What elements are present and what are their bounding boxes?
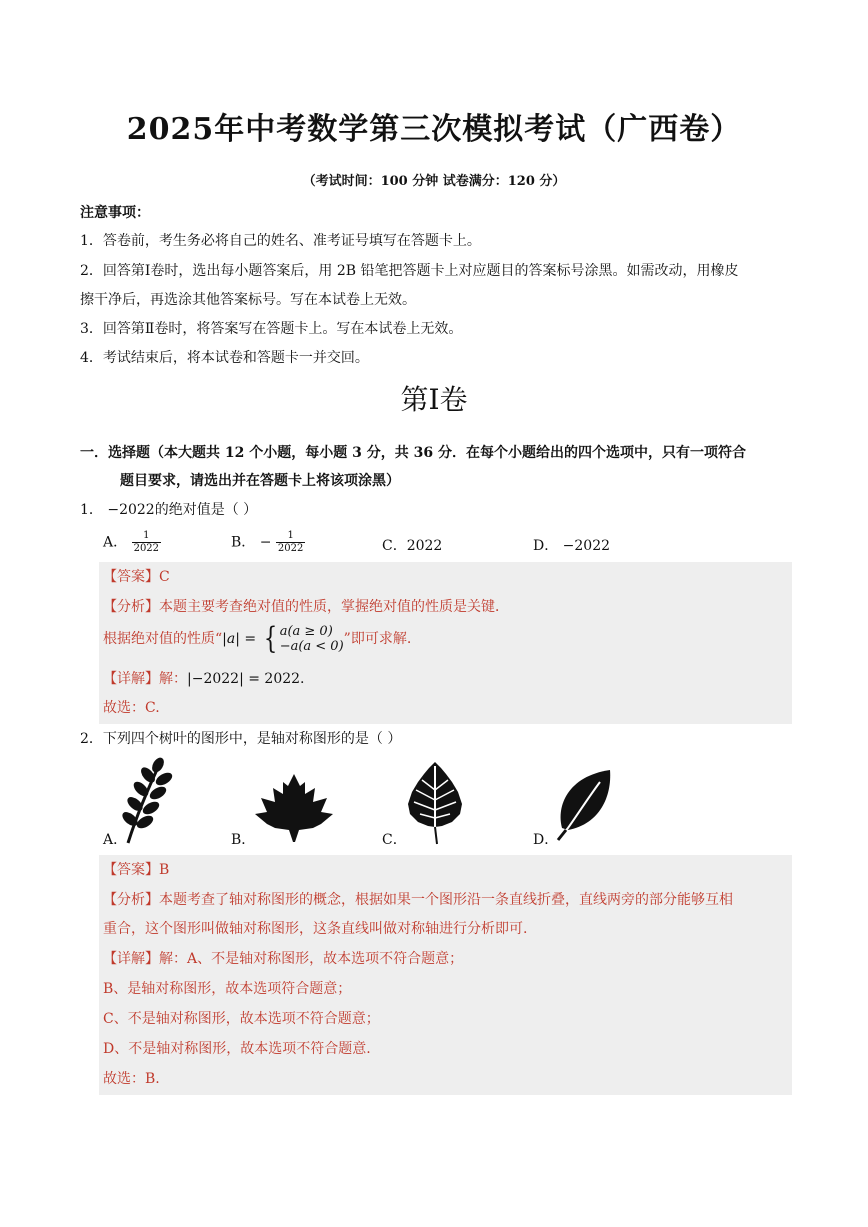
analysis-tag: 【分析】: [103, 599, 159, 615]
section-title: 第Ⅰ卷: [400, 383, 468, 416]
q1-option-a: [103, 530, 161, 555]
q1-analysis: [103, 596, 509, 616]
q1-option-c: C．2022: [382, 538, 443, 554]
notes-item: 2．回答第Ⅰ卷时，选出每小题答案后，用 2B 铅笔把答题卡上对应题目的答案标号涂黑。如需改动，用橡皮: [80, 263, 739, 279]
left-brace: {: [263, 621, 277, 656]
detail-math: |−2022| = 2022.: [187, 671, 305, 687]
part-heading: 一．选择题（本大题共 12 个小题，每小题 3 分，共 36 分．在每个小题给出的四个选项中，只有一项符合: [80, 445, 746, 461]
rule-prefix: 根据绝对值的性质“: [103, 631, 223, 647]
birch-leaf-icon: [404, 760, 466, 846]
notes-item: 1．答卷前，考生务必将自己的姓名、准考证号填写在答题卡上。: [80, 233, 481, 249]
q1-option-b: [231, 530, 305, 555]
analysis-text: 本题主要考查绝对值的性质，掌握绝对值的性质是关键．: [159, 599, 509, 615]
notes-heading: 注意事项：: [80, 205, 150, 221]
q2-conclusion: 故选：B.: [103, 1071, 160, 1087]
fraction: [132, 530, 161, 555]
q1-conclusion: 故选：C.: [103, 700, 160, 716]
q2-detail: [103, 948, 463, 968]
q2-detail-line: C、不是轴对称图形，故本选项不符合题意；: [103, 1011, 380, 1027]
q2-option-c: C．: [382, 832, 407, 848]
answer-tag: 【答案】: [103, 569, 159, 585]
q2-analysis-cont: 重合，这个图形叫做轴对称图形，这条直线叫做对称轴进行分析即可.: [103, 921, 528, 937]
detail-tag: 【详解】: [103, 671, 159, 687]
numerator: 1: [276, 530, 305, 543]
numerator: 1: [132, 530, 161, 543]
case-1: a(a ≥ 0): [279, 624, 333, 639]
detail-text: 解：: [159, 671, 187, 687]
q1-detail: [103, 668, 305, 688]
rule-abs: |a| =: [222, 631, 257, 647]
answer-value: C: [159, 569, 170, 585]
q2-option-a: A．: [103, 832, 128, 848]
q1-answer: [103, 566, 170, 586]
answer-tag: 【答案】: [103, 862, 159, 878]
maple-leaf-icon: [255, 772, 333, 844]
piecewise-cases: [280, 624, 344, 654]
option-label: A．: [103, 534, 128, 551]
detail-text: 解：A、不是轴对称图形，故本选项不符合题意；: [159, 951, 464, 967]
page-title: 2025年中考数学第三次模拟考试（广西卷）: [126, 112, 742, 147]
denominator: 2022: [133, 543, 160, 554]
q2-detail-line: D、不是轴对称图形，故本选项不符合题意.: [103, 1041, 371, 1057]
q1-rule: [103, 621, 412, 656]
page-subtitle: （考试时间：100 分钟 试卷满分：120 分）: [302, 174, 566, 189]
detail-tag: 【详解】: [103, 951, 159, 967]
fraction: [276, 530, 305, 555]
oval-leaf-icon: [554, 766, 614, 842]
answer-value: B: [159, 862, 170, 878]
part-heading-cont: 题目要求，请选出并在答题卡上将该项涂黑）: [120, 473, 400, 489]
notes-item: 4．考试结束后，将本试卷和答题卡一并交回。: [80, 350, 369, 366]
denominator: 2022: [277, 543, 304, 554]
option-label: B． −: [231, 534, 272, 551]
q2-option-d: D．: [533, 832, 559, 848]
fern-leaf-icon: [118, 755, 174, 845]
q1-stem: 1． −2022的绝对值是（ ）: [80, 502, 258, 518]
analysis-tag: 【分析】: [103, 892, 159, 908]
analysis-text: 本题考查了轴对称图形的概念，根据如果一个图形沿一条直线折叠，直线两旁的部分能够互相: [159, 892, 733, 908]
rule-suffix: ”即可求解.: [343, 631, 412, 647]
notes-item: 擦干净后，再选涂其他答案标号。写在本试卷上无效。: [80, 292, 416, 308]
q2-detail-line: B、是轴对称图形，故本选项符合题意；: [103, 981, 352, 997]
q1-option-d: D． −2022: [533, 538, 611, 554]
q2-option-b: B．: [231, 832, 256, 848]
q2-analysis: [103, 889, 733, 909]
case-2: −a(a < 0): [279, 639, 344, 654]
q2-answer: [103, 859, 169, 879]
q2-stem: 2．下列四个树叶的图形中，是轴对称图形的是（ ）: [80, 731, 402, 747]
notes-item: 3．回答第Ⅱ卷时，将答案写在答题卡上。写在本试卷上无效。: [80, 321, 463, 337]
